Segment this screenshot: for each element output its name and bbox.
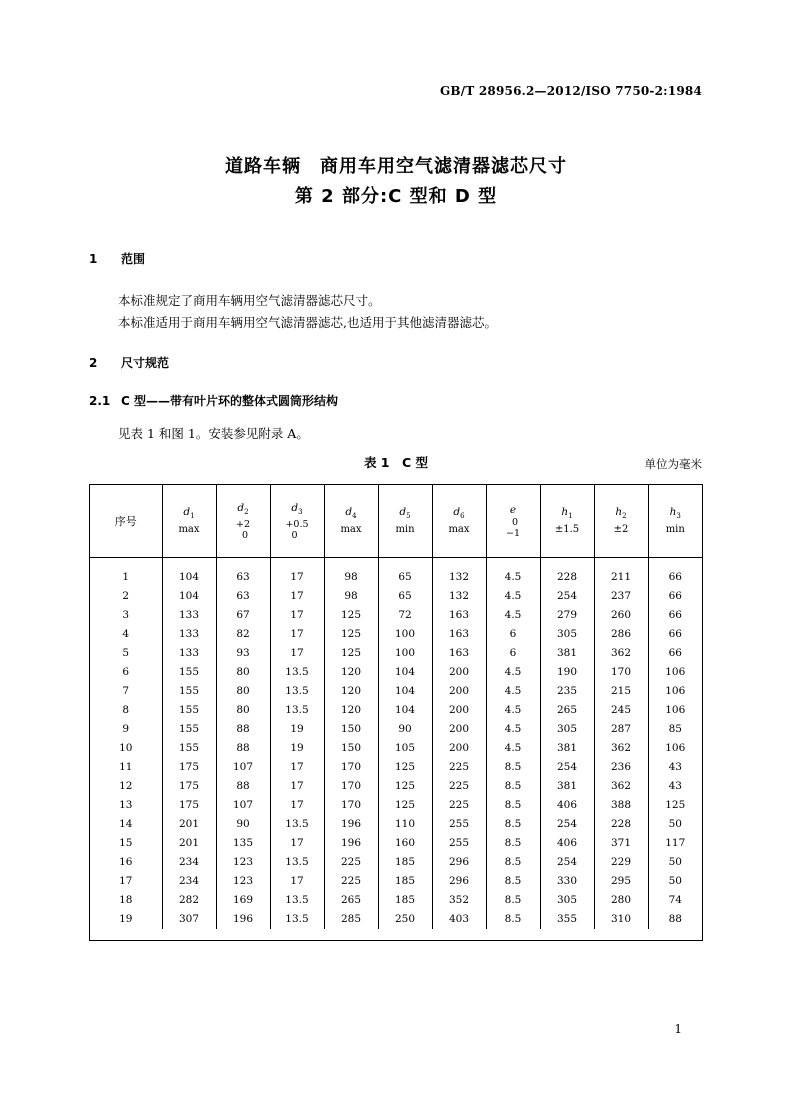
header-e: e 0 −1: [486, 485, 540, 558]
table-cell: 1: [122, 571, 130, 583]
table-cell: 12: [119, 780, 133, 792]
table-cell: 74: [648, 891, 702, 910]
table-cell: 286: [594, 625, 648, 644]
table-row: [90, 682, 702, 701]
table-cell: 93: [216, 644, 270, 663]
table-cell: 175: [162, 796, 216, 815]
table-cell: 3: [122, 609, 130, 621]
table-cell: 65: [378, 568, 432, 587]
standard-number: GB/T 28956.2—2012/ISO 7750-2:1984: [439, 84, 702, 98]
table-cell: 200: [432, 682, 486, 701]
table-cell: 125: [324, 625, 378, 644]
table-cell: 80: [216, 701, 270, 720]
table-cell: 225: [432, 758, 486, 777]
table-cell: 6: [486, 625, 540, 644]
table-cell: 170: [324, 796, 378, 815]
table-cell: 15: [119, 837, 133, 849]
table-cell: 13.5: [270, 663, 324, 682]
table-cell: 132: [432, 587, 486, 606]
table-cell: 110: [378, 815, 432, 834]
table-cell: 120: [324, 663, 378, 682]
table-cell: 234: [162, 853, 216, 872]
table-cell: 254: [540, 853, 594, 872]
table-cell: 50: [648, 872, 702, 891]
table-cell: 190: [540, 663, 594, 682]
table-cell: 305: [540, 625, 594, 644]
table-cell: 6: [122, 666, 130, 678]
table-cell: 125: [378, 777, 432, 796]
section-number: 2.1: [89, 394, 111, 408]
table-cell: 104: [162, 568, 216, 587]
section-title: 尺寸规范: [121, 356, 170, 370]
table-cell: 120: [324, 701, 378, 720]
section-number: 2: [89, 356, 98, 370]
table-cell: 155: [162, 720, 216, 739]
table-cell: 4.5: [486, 663, 540, 682]
table-cell: 169: [216, 891, 270, 910]
table-cell: 4.5: [486, 701, 540, 720]
table-cell: 88: [216, 739, 270, 758]
table-cell: 135: [216, 834, 270, 853]
table-row: [90, 815, 702, 834]
table-cell: 155: [162, 663, 216, 682]
table-cell: 13: [119, 799, 133, 811]
table-cell: 16: [119, 856, 133, 868]
table-cell: 8.5: [486, 777, 540, 796]
table-cell: 132: [432, 568, 486, 587]
table-cell: 355: [540, 910, 594, 929]
table-cell: 4.5: [486, 682, 540, 701]
table-body: [90, 558, 702, 930]
table-cell: 4: [122, 628, 130, 640]
table-cell: 88: [648, 910, 702, 929]
table-cell: 296: [432, 853, 486, 872]
table-cell: 88: [216, 777, 270, 796]
table-cell: 150: [324, 739, 378, 758]
section-1-paragraph-1: 本标准规定了商用车辆用空气滤清器滤芯尺寸。: [118, 293, 381, 308]
table-cell: 215: [594, 682, 648, 701]
table-cell: 98: [324, 587, 378, 606]
table-cell: 196: [324, 834, 378, 853]
table-cell: 125: [648, 796, 702, 815]
table-row: [90, 606, 702, 625]
table-cell: 123: [216, 872, 270, 891]
table-row: [90, 758, 702, 777]
table-cell: 305: [540, 720, 594, 739]
table-cell: 17: [270, 568, 324, 587]
table-cell: 133: [162, 606, 216, 625]
table-cell: 8.5: [486, 758, 540, 777]
table-cell: 254: [540, 758, 594, 777]
table-cell: 17: [270, 644, 324, 663]
table-cell: 17: [270, 796, 324, 815]
header-h1: $h_1$ ±1.5: [540, 485, 594, 558]
table-cell: 19: [270, 720, 324, 739]
table-cell: 175: [162, 777, 216, 796]
table-cell: 285: [324, 910, 378, 929]
table-cell: 280: [594, 891, 648, 910]
table-cell: 11: [119, 761, 133, 773]
page-number: 1: [674, 1022, 682, 1036]
table-cell: 388: [594, 796, 648, 815]
table-cell: 107: [216, 758, 270, 777]
table-cell: 225: [324, 872, 378, 891]
table-header-row: [90, 485, 702, 558]
header-d3: $d_3$ +0.5 0: [270, 485, 324, 558]
table-cell: 72: [378, 606, 432, 625]
table-cell: 296: [432, 872, 486, 891]
table-caption: 表 1 C 型: [363, 455, 429, 470]
table-cell: 8.5: [486, 796, 540, 815]
table-cell: 163: [432, 625, 486, 644]
table-cell: 8.5: [486, 891, 540, 910]
document-title: 道路车辆 商用车用空气滤清器滤芯尺寸: [225, 156, 567, 177]
table-cell: 254: [540, 815, 594, 834]
table-cell: 17: [270, 872, 324, 891]
table-cell: 13.5: [270, 701, 324, 720]
table-cell: 5: [122, 647, 130, 659]
table-cell: 282: [162, 891, 216, 910]
table-cell: 63: [216, 568, 270, 587]
table-cell: 90: [378, 720, 432, 739]
table-cell: 8.5: [486, 815, 540, 834]
table-cell: 287: [594, 720, 648, 739]
table-cell: 105: [378, 739, 432, 758]
table-cell: 160: [378, 834, 432, 853]
table-cell: 43: [648, 777, 702, 796]
section-1-heading: [89, 250, 145, 267]
table-cell: 17: [270, 758, 324, 777]
table-cell: 196: [324, 815, 378, 834]
table-row: [90, 644, 702, 663]
table-cell: 6: [486, 644, 540, 663]
table-cell: 201: [162, 834, 216, 853]
table-cell: 125: [324, 644, 378, 663]
table-cell: 228: [594, 815, 648, 834]
table-cell: 125: [378, 758, 432, 777]
table-cell: 236: [594, 758, 648, 777]
section-2-1-heading: [89, 392, 338, 409]
table-cell: 155: [162, 682, 216, 701]
table-row: [90, 853, 702, 872]
table-row: [90, 568, 702, 587]
table-cell: 4.5: [486, 739, 540, 758]
table-cell: 67: [216, 606, 270, 625]
table-cell: 66: [648, 568, 702, 587]
dimension-table-grid: [90, 485, 702, 929]
header-d5: $d_5$ min: [378, 485, 432, 558]
table-row: [90, 834, 702, 853]
table-cell: 403: [432, 910, 486, 929]
table-row: [90, 701, 702, 720]
table-cell: 352: [432, 891, 486, 910]
table-cell: 371: [594, 834, 648, 853]
table-cell: 106: [648, 663, 702, 682]
table-cell: 19: [119, 913, 133, 925]
table-cell: 104: [378, 682, 432, 701]
table-cell: 265: [324, 891, 378, 910]
table-cell: 50: [648, 853, 702, 872]
table-cell: 66: [648, 625, 702, 644]
table-cell: 228: [540, 568, 594, 587]
table-cell: 310: [594, 910, 648, 929]
table-cell: 170: [324, 777, 378, 796]
table-row: [90, 720, 702, 739]
table-cell: 245: [594, 701, 648, 720]
table-cell: 66: [648, 644, 702, 663]
table-cell: 201: [162, 815, 216, 834]
table-cell: 196: [216, 910, 270, 929]
section-title: 范围: [121, 252, 146, 266]
header-d2: $d_2$ +2 0: [216, 485, 270, 558]
table-cell: 8.5: [486, 872, 540, 891]
header-h3: $h_3$ min: [648, 485, 702, 558]
table-cell: 85: [648, 720, 702, 739]
table-cell: 8.5: [486, 853, 540, 872]
table-cell: 17: [270, 625, 324, 644]
table-cell: 104: [162, 587, 216, 606]
table-cell: 150: [324, 720, 378, 739]
table-cell: 200: [432, 663, 486, 682]
table-cell: 406: [540, 834, 594, 853]
table-cell: 185: [378, 872, 432, 891]
table-cell: 90: [216, 815, 270, 834]
document-subtitle: 第 2 部分:C 型和 D 型: [294, 186, 498, 207]
table-cell: 4.5: [486, 720, 540, 739]
table-cell: 8.5: [486, 834, 540, 853]
table-cell: 163: [432, 606, 486, 625]
table-cell: 19: [270, 739, 324, 758]
table-cell: 66: [648, 606, 702, 625]
table-cell: 13.5: [270, 815, 324, 834]
table-cell: 98: [324, 568, 378, 587]
dimension-table: [89, 484, 703, 941]
table-cell: 106: [648, 701, 702, 720]
table-row: [90, 910, 702, 929]
header-seq: 序号: [90, 485, 162, 558]
table-cell: 406: [540, 796, 594, 815]
table-cell: 185: [378, 853, 432, 872]
table-cell: 163: [432, 644, 486, 663]
table-cell: 250: [378, 910, 432, 929]
header-h2: $h_2$ ±2: [594, 485, 648, 558]
header-d4: $d_4$ max: [324, 485, 378, 558]
table-cell: 8: [122, 704, 130, 716]
section-2-heading: [89, 354, 169, 371]
table-cell: 255: [432, 815, 486, 834]
table-cell: 13.5: [270, 910, 324, 929]
table-cell: 125: [378, 796, 432, 815]
table-cell: 80: [216, 663, 270, 682]
section-2-1-paragraph: 见表 1 和图 1。安装参见附录 A。: [118, 426, 309, 441]
table-cell: 225: [324, 853, 378, 872]
section-title: C 型——带有叶片环的整体式圆筒形结构: [121, 394, 338, 408]
table-cell: 17: [270, 606, 324, 625]
section-number: 1: [89, 252, 98, 266]
table-cell: 200: [432, 701, 486, 720]
table-cell: 100: [378, 625, 432, 644]
header-d1: $d_1$ max: [162, 485, 216, 558]
table-cell: 260: [594, 606, 648, 625]
table-cell: 175: [162, 758, 216, 777]
table-cell: 18: [119, 894, 133, 906]
table-cell: 381: [540, 777, 594, 796]
table-cell: 229: [594, 853, 648, 872]
table-cell: 4.5: [486, 606, 540, 625]
table-cell: 381: [540, 739, 594, 758]
table-cell: 295: [594, 872, 648, 891]
table-cell: 200: [432, 720, 486, 739]
header-d6: $d_6$ max: [432, 485, 486, 558]
table-row: [90, 796, 702, 815]
table-cell: 279: [540, 606, 594, 625]
table-cell: 17: [270, 834, 324, 853]
table-cell: 43: [648, 758, 702, 777]
table-cell: 234: [162, 872, 216, 891]
table-cell: 307: [162, 910, 216, 929]
table-cell: 362: [594, 777, 648, 796]
table-cell: 330: [540, 872, 594, 891]
table-cell: 13.5: [270, 682, 324, 701]
table-cell: 10: [119, 742, 133, 754]
table-row: [90, 872, 702, 891]
table-cell: 88: [216, 720, 270, 739]
table-cell: 104: [378, 663, 432, 682]
table-cell: 82: [216, 625, 270, 644]
table-row: [90, 739, 702, 758]
table-cell: 305: [540, 891, 594, 910]
table-cell: 237: [594, 587, 648, 606]
table-cell: 155: [162, 739, 216, 758]
table-cell: 17: [270, 777, 324, 796]
table-row: [90, 663, 702, 682]
table-cell: 254: [540, 587, 594, 606]
table-cell: 123: [216, 853, 270, 872]
table-cell: 255: [432, 834, 486, 853]
table-cell: 13.5: [270, 853, 324, 872]
table-cell: 14: [119, 818, 133, 830]
table-cell: 65: [378, 587, 432, 606]
table-cell: 4.5: [486, 587, 540, 606]
table-cell: 66: [648, 587, 702, 606]
table-cell: 225: [432, 796, 486, 815]
table-cell: 8.5: [486, 910, 540, 929]
table-cell: 381: [540, 644, 594, 663]
table-cell: 63: [216, 587, 270, 606]
table-cell: 2: [122, 590, 130, 602]
table-cell: 100: [378, 644, 432, 663]
table-cell: 170: [594, 663, 648, 682]
table-cell: 133: [162, 644, 216, 663]
table-cell: 155: [162, 701, 216, 720]
table-cell: 9: [122, 723, 130, 735]
table-cell: 211: [594, 568, 648, 587]
table-cell: 265: [540, 701, 594, 720]
table-row: [90, 587, 702, 606]
table-cell: 235: [540, 682, 594, 701]
table-cell: 17: [270, 587, 324, 606]
table-cell: 225: [432, 777, 486, 796]
table-cell: 50: [648, 815, 702, 834]
table-cell: 13.5: [270, 891, 324, 910]
table-cell: 362: [594, 739, 648, 758]
table-cell: 17: [119, 875, 133, 887]
table-row: [90, 891, 702, 910]
table-row: [90, 625, 702, 644]
table-cell: 362: [594, 644, 648, 663]
table-cell: 125: [324, 606, 378, 625]
table-row: [90, 777, 702, 796]
table-cell: 120: [324, 682, 378, 701]
table-cell: 185: [378, 891, 432, 910]
table-cell: 80: [216, 682, 270, 701]
table-unit: 单位为毫米: [644, 457, 702, 471]
table-spacer-row: [90, 558, 702, 569]
table-cell: 200: [432, 739, 486, 758]
table-cell: 104: [378, 701, 432, 720]
section-1-paragraph-2: 本标准适用于商用车辆用空气滤清器滤芯,也适用于其他滤清器滤芯。: [118, 315, 497, 330]
table-cell: 170: [324, 758, 378, 777]
table-cell: 117: [648, 834, 702, 853]
table-cell: 106: [648, 739, 702, 758]
table-cell: 106: [648, 682, 702, 701]
table-cell: 107: [216, 796, 270, 815]
table-cell: 7: [122, 685, 130, 697]
table-cell: 4.5: [486, 568, 540, 587]
table-cell: 133: [162, 625, 216, 644]
